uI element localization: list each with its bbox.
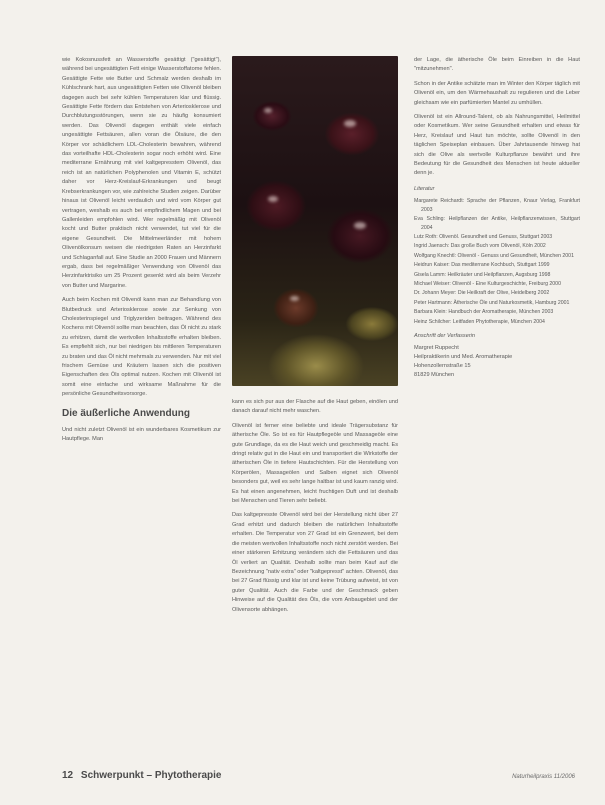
literature-item: Peter Hartmann: Ätherische Öle und Naturkosmetik, Hamburg 2001 bbox=[414, 299, 570, 306]
literature-item: Heinz Schilcher: Leitfaden Phytotherapie, München 2004 bbox=[414, 318, 545, 325]
literature-item: Michael Weiser: Olivenöl - Eine Kulturgeschichte, Freiburg 2000 bbox=[414, 280, 561, 287]
author-line: Hohenzollernstraße 15 bbox=[414, 363, 471, 370]
left-paragraph-after-heading: Und nicht zuletzt Olivenöl ist ein wunderbares Kosmetikum zur Hautpflege. Man bbox=[62, 426, 221, 443]
literature-item: Eva Schling: Heilpflanzen der Antike, Heilpflanzenwissen, Stuttgart 2004 bbox=[414, 216, 580, 231]
literature-heading: Literatur bbox=[414, 185, 435, 192]
literature-item: Ingrid Jaensch: Das große Buch vom Olivenöl, Köln 2002 bbox=[414, 243, 546, 250]
section-heading: Die äußerliche Anwendung bbox=[62, 407, 190, 419]
right-paragraph-1: der Lage, die ätherische Öle beim Einreiben in die Haut "mitzunehmen". bbox=[414, 57, 580, 73]
page-number: 12 bbox=[62, 770, 74, 781]
left-paragraph-2: Auch beim Kochen mit Olivenöl kann man zur Behandlung von Blutbedruck und Arteriosklerose sowie zur Senkung von Cholesterinspiegel und Triglyzeriden beitragen. Während des Kochens mit Olivenöl sollte man beachten, das Öl nicht zu stark zu erhitzen, damit die wertvollen Inhaltsstoffe erhalten bleiben. Es empfiehlt sich, nur bei niedrigen bis mittleren Temperaturen zu braten und das Öl nicht mehrmals zu verwenden. Nur mit viel frischem Gemüse und Kräutern lassen sich die positiven Eigenschaften des Öls optimal nutzen. Kochen mit Olivenöl ist somit eine einfache und wirksame Maßnahme für die persönliche Gesundheitsvorsorge. bbox=[62, 297, 221, 398]
issue-label: Naturheilpraxis 11/2006 bbox=[512, 774, 575, 780]
author-line: Margret Ruppecht bbox=[414, 345, 459, 352]
olives-photo bbox=[232, 56, 398, 386]
mid-paragraph-3: Das kaltgepresste Olivenöl wird bei der Herstellung nicht über 27 Grad erhitzt und dadurch bleiben die natürlichen Inhaltsstoffe erhalten. Die Temperatur von 27 Grad ist ein Grenzwert, bei dem die meisten wertvollen Inhaltsstoffe noch nicht zerstört werden. Bei einer stärkeren Erhitzung verändern sich die Fettsäuren und das Öl verliert an Qualität. Deshalb sollte man beim Kauf auf die Bezeichnung "nativ extra" oder "kaltgepresst" achten. Olivenöl, das bei 27 Grad flüssig und klar ist und keine Trübung aufweist, ist von guter Qualität. Auch die Farbe und der Geschmack geben Hinweise auf die Qualität des Öls, die vom Anbaugebiet und der Olivensorte abhängen. bbox=[232, 512, 398, 613]
left-column bbox=[62, 56, 221, 449]
literature-item: Lutz Roth: Olivenöl. Gesundheit und Genuss, Stuttgart 2003 bbox=[414, 233, 553, 240]
literature-item: Wolfgang Knechtl: Olivenöl - Genuss und Gesundheit, München 2001 bbox=[414, 252, 574, 259]
author-line: 81829 München bbox=[414, 372, 455, 379]
literature-item: Gisela Lamm: Heilkräuter und Heilpflanzen, Augsburg 1998 bbox=[414, 271, 551, 278]
right-paragraph-3: Olivenöl ist ein Allround-Talent, ob als Nahrungsmittel, Heilmittel oder Kosmetikum. Wer seine Gesundheit erhalten und etwas für Herz, Kreislauf und Haut tun möchte, sollte Olivenöl in den täglichen Speiseplan einbauen. Über Jahrtausende hinweg hat sich die Olive als wertvolle Kulturpflanze bewährt und ihre Bedeutung für die Gesundheit des Menschen ist heute aktueller denn je. bbox=[414, 114, 580, 177]
middle-column bbox=[232, 398, 398, 620]
author-address bbox=[414, 344, 580, 380]
right-column bbox=[414, 56, 580, 380]
literature-item: Barbara Klein: Handbuch der Aromatherapie, München 2003 bbox=[414, 309, 554, 316]
author-address-heading: Anschrift der Verfasserin bbox=[414, 332, 476, 339]
literature-item: Dr. Johann Meyer: Die Heilkraft der Olive, Heidelberg 2002 bbox=[414, 290, 550, 297]
section-label: Schwerpunkt – Phytotherapie bbox=[80, 770, 222, 781]
literature-list bbox=[414, 197, 580, 326]
right-paragraph-2: Schon in der Antike schätzte man im Winter den Körper täglich mit Olivenöl ein, um den Wärmehaushalt zu regulieren und die Leber gleichsam wie ein parfümierten Mantel zu umhüllen. bbox=[414, 80, 580, 106]
mid-paragraph-1: kann es sich pur aus der Flasche auf die Haut geben, einölen und danach darauf nicht mehr waschen. bbox=[232, 399, 398, 415]
author-line: Heilpraktikerin und Med. Aromatherapie bbox=[414, 354, 513, 361]
mid-paragraph-2: Olivenöl ist ferner eine beliebte und ideale Trägersubstanz für ätherische Öle. So ist es für Hautpflegeöle und Massageöle eine gute Grundlage, da es die Haut weich und geschmeidig macht. Es dringt relativ gut in die Haut ein und transportiert die Wirkstoffe der ätherischen Öle in tiefere Hautschichten. Für die Herstellung von Körperölen, Massageölen und Salben eignet sich Olivenöl besonders gut, weil es sehr lange haltbar ist und kaum ranzig wird. Es hat einen angenehmen, leicht fruchtigen Duft und ist deshalb bei Menschen und Tieren sehr beliebt. bbox=[232, 422, 398, 505]
left-paragraph-1: wie Kokosnussfett an Wasserstoffe gesättigt ("gesättigt"), während bei ungesättigten Fett einige Wasserstoffatome fehlen. Gesättigte Fette wie Butter und Schmalz werden deshalb im Kühlschrank hart, aus ungesättigten Fetten wie Olivenöl bleiben dagegen auch bei sehr kühlen Temperaturen klar und flüssig. Gesättigte Fette fördern das Entstehen von Arteriosklerose und Durchblutungsstörungen, wenn sie zu häufig konsumiert werden. Das Olivenöl dagegen enthält viele einfach ungesättigte Fettsäuren, allen voran die Ölsäure, die den Körper vor schädlichem LDL-Cholesterin bewahren, während das vorteilhafte HDL-Cholesterin sogar noch erhöht wird. Eine mediterrane Ernährung mit viel kaltgepresstem Olivenöl, das reich ist an natürlichen Polyphenolen und Vitamin E, schützt daher vor Herz-Kreislauf-Erkrankungen und beugt Krebserkrankungen vor, wie zahlreiche Studien zeigen. Darüber hinaus ist Olivenöl leicht verdaulich und wird vom Körper gut vertragen, weshalb es auch bei empfindlichem Magen und bei Gallenleiden empfohlen wird. Wer regelmäßig mit Olivenöl kocht und Butter praktisch nicht verwendet, tut viel für die eigene Gesundheit. Die Mittelmeerländer mit hohem Olivenölkonsum weisen die niedrigsten Raten an Herzinfarkt und Schlaganfall auf. Eine Studie an 2000 Frauen und Männern ergab, dass bei regelmäßiger Verwendung von Olivenöl das Herzinfarktrisiko um 25 Prozent gesenkt wird als beim Verzehr von Butter und Margarine. bbox=[62, 57, 221, 289]
literature-item: Heidrun Kaiser: Das mediterrane Kochbuch, Stuttgart 1999 bbox=[414, 262, 550, 269]
literature-item: Margarete Reichardt: Sprache der Pflanzen, Knaur Verlag, Frankfurt 2003 bbox=[414, 198, 580, 213]
page-footer bbox=[62, 770, 222, 781]
